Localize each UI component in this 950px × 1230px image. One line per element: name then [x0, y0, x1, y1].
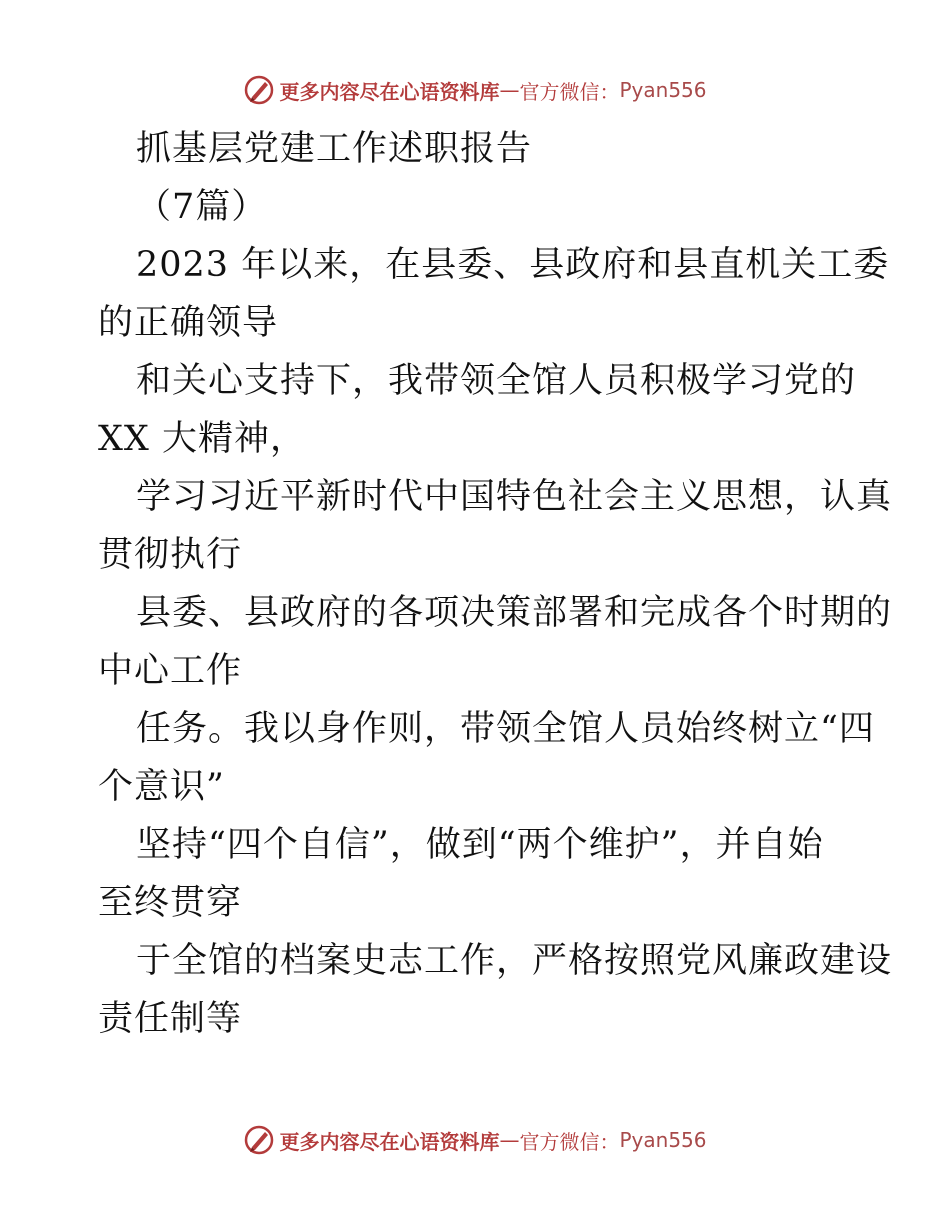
watermark-wechat-id: Pyan556 [619, 78, 707, 102]
paragraph-line: 坚持“四个自信”，做到“两个维护”，并自始 [136, 825, 824, 865]
paragraph-line: 贯彻执行 [98, 535, 243, 575]
paragraph-line: 县委、县政府的各项决策部署和完成各个时期的 [136, 593, 893, 633]
paragraph-line: XX 大精神， [98, 419, 306, 459]
watermark-wechat-label: 官方微信： [519, 1129, 620, 1154]
paragraph-line: 于全馆的档案史志工作，严格按照党风廉政建设 [136, 941, 893, 981]
watermark-site-text: 更多内容尽在心语资料库 [279, 1129, 500, 1154]
watermark-separator: — [499, 1128, 520, 1152]
watermark-wechat-label: 官方微信： [519, 79, 620, 104]
paragraph-line: 个意识” [98, 767, 225, 807]
paragraph-line: 的正确领导 [98, 303, 279, 343]
document-body [98, 120, 893, 1048]
document-title: 抓基层党建工作述职报告 [136, 129, 533, 169]
pen-logo-icon [243, 1124, 275, 1156]
header-watermark [0, 70, 950, 110]
paragraph-line: 责任制等 [98, 999, 243, 1039]
paragraph-line: 至终贯穿 [98, 883, 243, 923]
footer-watermark [0, 1120, 950, 1160]
watermark-site-text: 更多内容尽在心语资料库 [279, 79, 500, 104]
paragraph-line: 中心工作 [98, 651, 243, 691]
watermark-separator: — [499, 78, 520, 102]
paragraph-line: 学习习近平新时代中国特色社会主义思想，认真 [136, 477, 893, 517]
paragraph-line: 和关心支持下，我带领全馆人员积极学习党的 [136, 361, 857, 401]
watermark-wechat-id: Pyan556 [619, 1128, 707, 1152]
pen-logo-icon [243, 74, 275, 106]
paragraph-line: 任务。我以身作则，带领全馆人员始终树立“四 [136, 709, 875, 749]
paragraph-line: 2023 年以来，在县委、县政府和县直机关工委 [136, 245, 890, 285]
document-subtitle: （7篇） [136, 187, 268, 227]
